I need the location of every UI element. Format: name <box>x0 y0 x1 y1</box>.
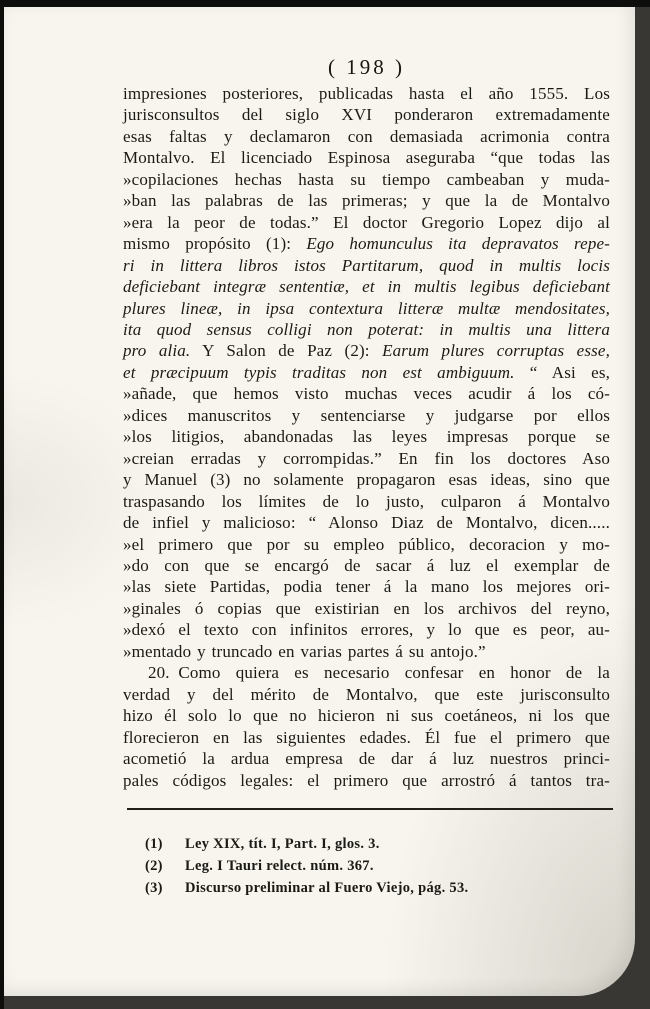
text-line <box>123 426 610 447</box>
text-segment: Montalvo. El licenciado Espinosa aseguraba “que todas las <box>123 148 610 168</box>
text-segment: “ Asi es, <box>514 362 610 382</box>
text-segment: florecieron en las siguientes edades. Él fue el primero que <box>123 727 610 747</box>
latin-quote-segment: ita quod sensus colligi non poterat: in multis una littera <box>123 319 610 339</box>
text-segment: acometió la ardua empresa de dar á luz nuestros princi- <box>123 749 610 769</box>
text-line <box>123 684 610 705</box>
text-line <box>123 212 610 233</box>
text-line <box>123 104 610 125</box>
text-line <box>123 319 610 340</box>
text-segment: »mentado y truncado en varias partes á su antojo.” <box>123 641 486 661</box>
footnote-text: Ley XIX, tít. I, Part. I, glos. 3. <box>185 836 380 852</box>
text-line <box>123 598 610 619</box>
text-line <box>123 340 610 361</box>
text-line <box>123 534 610 555</box>
text-line <box>123 298 610 319</box>
footnote-item <box>145 855 585 877</box>
text-segment: »ban las palabras de las primeras; y que la de Montalvo <box>123 191 610 211</box>
text-line <box>123 469 610 490</box>
text-segment: impresiones posteriores, publicadas hasta el año 1555. Los <box>123 84 610 103</box>
latin-quote-segment: Ego homunculus ita depravatos repe- <box>306 234 610 254</box>
footnote-item <box>145 877 585 899</box>
text-line <box>123 619 610 640</box>
latin-quote-segment: ri in littera libros istos Partitarum, quod in multis locis <box>123 255 610 275</box>
text-segment: traspasando los límites de lo justo, culparon á Montalvo <box>123 491 610 511</box>
footnote-marker: (1) <box>145 836 163 852</box>
text-segment: »copilaciones hechas hasta su tiempo cambeaban y muda- <box>123 169 610 189</box>
footnote-divider <box>127 808 613 810</box>
text-segment: »dices manuscritos y sentenciarse y judgarse por ellos <box>123 405 610 425</box>
text-line <box>123 748 610 769</box>
text-segment: »do con que se encargó de sacar á luz el exemplar de <box>123 555 610 575</box>
text-line <box>123 705 610 726</box>
text-line <box>123 405 610 426</box>
text-segment: y Manuel (3) no solamente propagaron esas ideas, sino que <box>123 470 610 490</box>
text-segment: »las siete Partidas, podia tener á la mano los mejores ori- <box>123 577 610 597</box>
scan-edge-top <box>0 0 650 7</box>
text-line <box>123 83 610 104</box>
text-line <box>123 126 610 147</box>
text-line <box>123 491 610 512</box>
text-segment: de infiel y malicioso: “ Alonso Diaz de Montalvo, dicen..... <box>123 513 610 533</box>
text-segment: »añade, que hemos visto muchas veces acudir á los có- <box>123 384 610 404</box>
footnote-text: Leg. I Tauri relect. núm. 367. <box>185 858 374 874</box>
text-line <box>123 448 610 469</box>
text-segment: verdad y del mérito de Montalvo, que este jurisconsulto <box>123 684 610 704</box>
text-line <box>123 276 610 297</box>
text-line <box>123 576 610 597</box>
footnote-marker: (2) <box>145 858 163 874</box>
text-line <box>123 169 610 190</box>
text-segment: »los litigios, abandonadas las leyes impresas porque se <box>123 427 610 447</box>
text-segment: Y Salon de Paz (2): <box>190 341 383 361</box>
text-line <box>123 555 610 576</box>
footnote-text: Discurso preliminar al Fuero Viejo, pág. 53. <box>185 880 469 896</box>
latin-quote-segment: pro alia. <box>123 341 191 361</box>
latin-quote-segment: Earum plures corruptas esse, <box>382 341 610 361</box>
text-line <box>123 233 610 254</box>
text-segment: 20. Como quiera es necesario confesar en honor de la <box>148 663 610 683</box>
text-line <box>123 641 610 662</box>
text-segment: »ginales ó copias que existirian en los archivos del reyno, <box>123 598 610 618</box>
text-line <box>123 662 610 683</box>
text-line <box>123 362 610 383</box>
latin-quote-segment: et præcipuum typis traditas non est ambiguum. <box>123 362 515 382</box>
footnotes <box>145 833 585 899</box>
body-text <box>123 83 610 791</box>
latin-quote-segment: plures lineæ, in ipsa contextura litteræ multæ mendositates, <box>123 298 610 318</box>
text-segment: »dexó el texto con infinitos errores, y lo que es peor, au- <box>123 620 610 640</box>
footnote-item <box>145 833 585 855</box>
text-line <box>123 512 610 533</box>
book-page <box>4 7 635 996</box>
text-line <box>123 383 610 404</box>
text-line <box>123 770 610 791</box>
text-segment: »el primero que por su empleo público, decoracion y mo- <box>123 534 610 554</box>
text-segment: »era la peor de todas.” El doctor Gregorio Lopez dijo al <box>123 212 610 232</box>
text-line <box>123 727 610 748</box>
text-segment: »creian erradas y corrompidas.” En fin los doctores Aso <box>123 448 610 468</box>
text-line <box>123 190 610 211</box>
text-segment: esas faltas y declamaron con demasiada acrimonia contra <box>123 126 610 146</box>
page-number: ( 198 ) <box>328 55 405 79</box>
text-line <box>123 255 610 276</box>
footnote-marker: (3) <box>145 880 163 896</box>
text-segment: jurisconsultos del siglo XVI ponderaron extremadamente <box>123 105 610 125</box>
text-segment: mismo propósito (1): <box>123 234 307 254</box>
latin-quote-segment: deficiebant integræ sententiæ, et in multis legibus deficiebant <box>123 277 610 297</box>
text-segment: pales códigos legales: el primero que arrostró á tantos tra- <box>123 770 610 790</box>
text-segment: hizo él solo lo que no hicieron ni sus coetáneos, ni los que <box>123 706 610 726</box>
text-line <box>123 147 610 168</box>
